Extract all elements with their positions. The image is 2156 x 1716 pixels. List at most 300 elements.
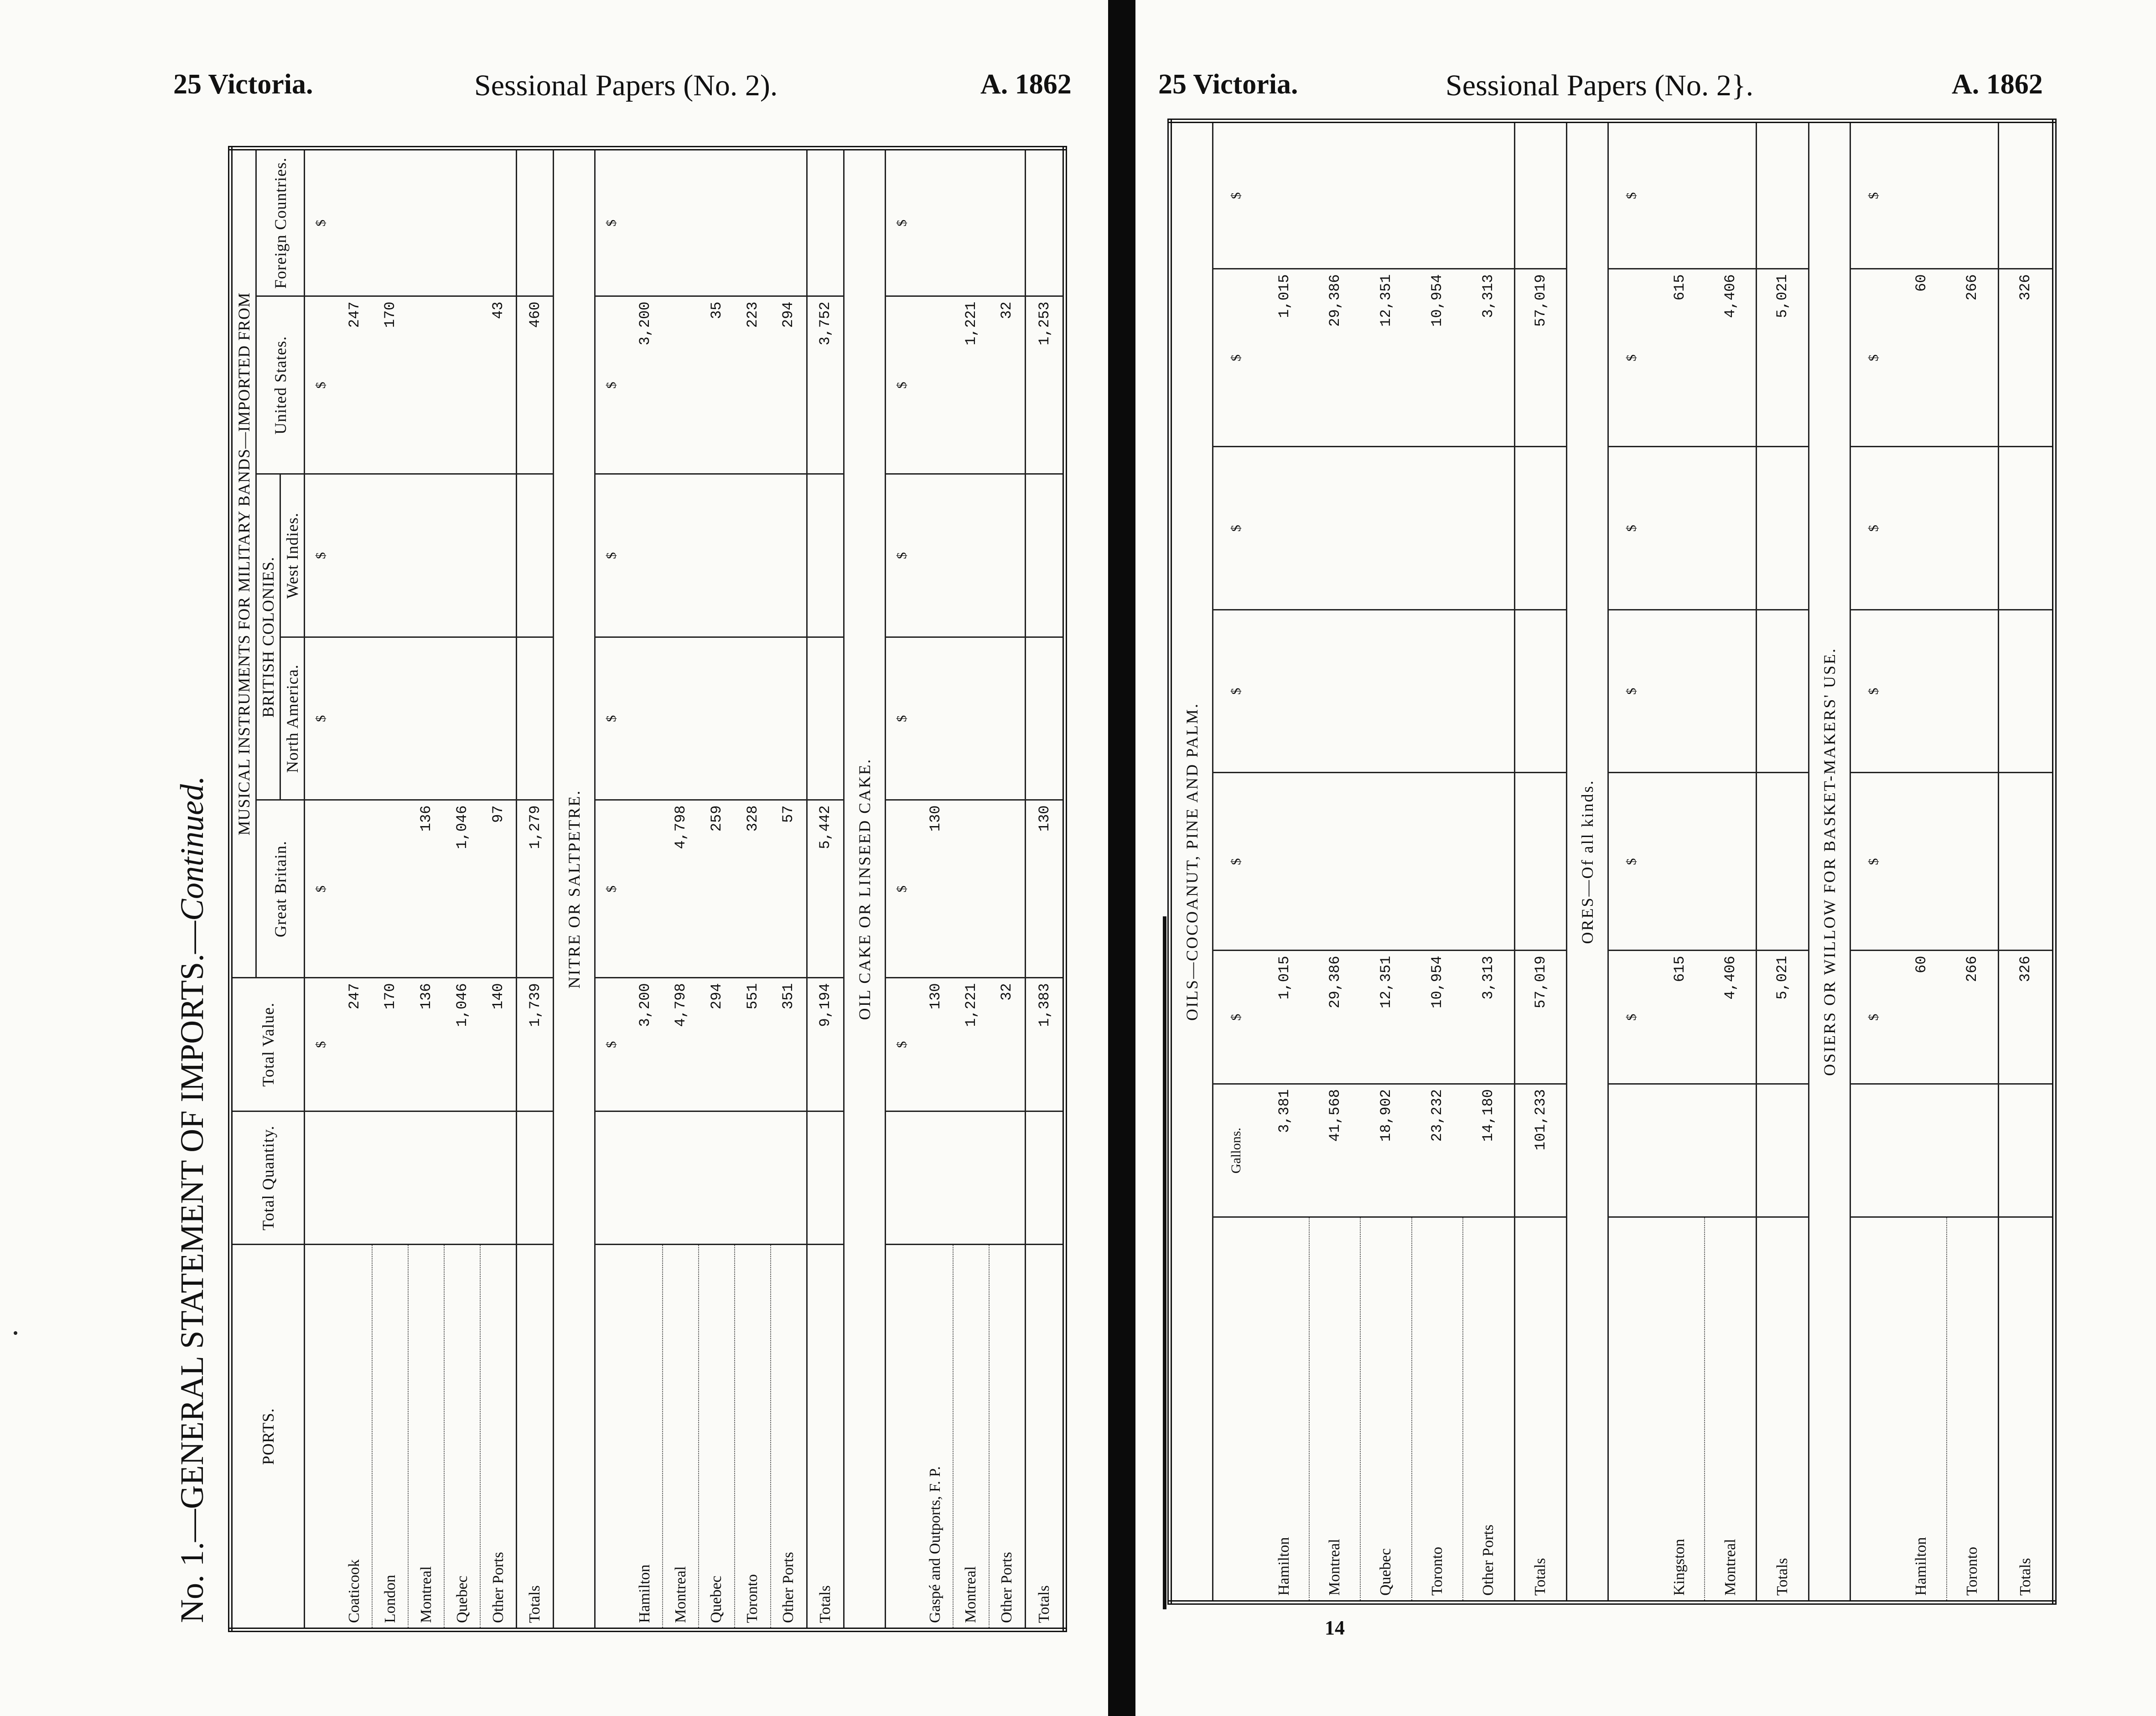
west-indies-cell: [735, 474, 771, 637]
total-value-cell: 266: [1947, 951, 1998, 1084]
totals-row: [517, 148, 554, 1630]
total-quantity-cell: [1947, 1084, 1998, 1218]
total-quantity-cell: [735, 1111, 771, 1245]
north-america-cell: [1412, 610, 1463, 773]
title-main: No. 1.—GENERAL STATEMENT OF IMPORTS.—: [174, 921, 210, 1623]
totals-great-britain: 130: [1026, 800, 1065, 978]
section-heading-row: [553, 148, 595, 1630]
totals-foreign: [1998, 121, 2054, 269]
unit-row: [885, 148, 918, 1630]
col-foreign: Foreign Countries.: [256, 148, 305, 296]
foreign-cell: [372, 148, 408, 296]
totals-north-america: [807, 637, 844, 801]
book-gutter: [1108, 0, 1135, 1716]
section-heading-row: [1809, 121, 1850, 1602]
united-states-cell: 1,221: [953, 296, 989, 474]
unit-cell: [885, 1111, 918, 1245]
north-america-cell: [1360, 610, 1411, 773]
total-quantity-cell: [771, 1111, 807, 1245]
great-britain-cell: 259: [699, 800, 735, 978]
total-value-cell: 3,200: [627, 978, 663, 1111]
totals-west-indies: [1026, 474, 1065, 637]
totals-value: 9,194: [807, 978, 844, 1111]
great-britain-cell: [989, 800, 1026, 978]
united-states-cell: 12,351: [1360, 269, 1411, 447]
total-quantity-cell: 14,180: [1463, 1084, 1514, 1218]
west-indies-cell: [1947, 447, 1998, 610]
port-name: Other Ports: [480, 1245, 517, 1630]
unit-cell: $: [885, 978, 918, 1111]
west-indies-cell: [444, 474, 480, 637]
unit-cell: $: [1608, 121, 1655, 269]
great-britain-cell: [1654, 773, 1705, 951]
total-quantity-cell: [699, 1111, 735, 1245]
total-value-cell: 3,313: [1463, 951, 1514, 1084]
col-north-america: North America.: [280, 637, 305, 801]
north-america-cell: [444, 637, 480, 801]
left-header-year: A. 1862: [980, 69, 1072, 100]
left-header-session: 25 Victoria.: [173, 69, 313, 100]
unit-cell: $: [305, 637, 337, 801]
total-value-cell: 247: [337, 978, 372, 1111]
right-statement-table: [1167, 119, 2057, 1605]
total-value-cell: 10,954: [1412, 951, 1463, 1084]
totals-row: [1514, 121, 1567, 1602]
north-america-cell: [372, 637, 408, 801]
great-britain-cell: 97: [480, 800, 517, 978]
table-row: [1947, 121, 1998, 1602]
foreign-cell: [408, 148, 444, 296]
port-name: Quebec: [444, 1245, 480, 1630]
totals-quantity: [1998, 1084, 2054, 1218]
unit-cell: $: [885, 637, 918, 801]
port-name: Montreal: [1705, 1217, 1756, 1602]
totals-quantity: [807, 1111, 844, 1245]
unit-cell: $: [1213, 447, 1259, 610]
col-british-colonies: BRITISH COLONIES.: [256, 474, 280, 800]
unit-cell: [1213, 1217, 1259, 1602]
west-indies-cell: [480, 474, 517, 637]
unit-row: [1213, 121, 1259, 1602]
totals-united-states: 57,019: [1514, 269, 1567, 447]
north-america-cell: [1309, 610, 1360, 773]
west-indies-cell: [918, 474, 953, 637]
united-states-cell: 3,200: [627, 296, 663, 474]
port-name: Quebec: [699, 1245, 735, 1630]
col-united-states: United States.: [256, 296, 305, 474]
totals-west-indies: [517, 474, 554, 637]
totals-north-america: [1998, 610, 2054, 773]
united-states-cell: 4,406: [1705, 269, 1756, 447]
foreign-cell: [627, 148, 663, 296]
col-total-value: Total Value.: [230, 978, 305, 1111]
great-britain-cell: [372, 800, 408, 978]
unit-cell: [1608, 1217, 1655, 1602]
unit-cell: [1850, 1217, 1897, 1602]
foreign-cell: [1897, 121, 1947, 269]
united-states-cell: 32: [989, 296, 1026, 474]
totals-great-britain: [1998, 773, 2054, 951]
foreign-cell: [1463, 121, 1514, 269]
right-header-year: A. 1862: [1952, 69, 2043, 100]
totals-label: Totals: [1757, 1217, 1809, 1602]
west-indies-cell: [771, 474, 807, 637]
table-row: [1412, 121, 1463, 1602]
west-indies-cell: [1412, 447, 1463, 610]
totals-value: 1,739: [517, 978, 554, 1111]
totals-foreign: [1026, 148, 1065, 296]
col-total-quantity: Total Quantity.: [230, 1111, 305, 1245]
total-value-cell: 551: [735, 978, 771, 1111]
port-name: Toronto: [735, 1245, 771, 1630]
unit-row: [1608, 121, 1655, 1602]
unit-cell: Gallons.: [1213, 1084, 1259, 1218]
united-states-cell: 294: [771, 296, 807, 474]
west-indies-cell: [663, 474, 699, 637]
foreign-cell: [1259, 121, 1309, 269]
north-america-cell: [663, 637, 699, 801]
totals-west-indies: [1998, 447, 2054, 610]
right-header-papers: Sessional Papers (No. 2}.: [1446, 69, 1754, 102]
total-quantity-cell: [1897, 1084, 1947, 1218]
table-row: [1259, 121, 1309, 1602]
table-edge-line: [1163, 916, 1166, 1609]
unit-cell: $: [1850, 447, 1897, 610]
foreign-cell: [699, 148, 735, 296]
foreign-cell: [1360, 121, 1411, 269]
great-britain-cell: [627, 800, 663, 978]
total-quantity-cell: [663, 1111, 699, 1245]
totals-value: 57,019: [1514, 951, 1567, 1084]
table-row: [480, 148, 517, 1630]
foreign-cell: [771, 148, 807, 296]
col-west-indies: West Indies.: [280, 474, 305, 637]
west-indies-cell: [372, 474, 408, 637]
unit-cell: $: [305, 800, 337, 978]
table-row: [1463, 121, 1514, 1602]
total-quantity-cell: [480, 1111, 517, 1245]
united-states-cell: 223: [735, 296, 771, 474]
total-value-cell: 4,798: [663, 978, 699, 1111]
north-america-cell: [953, 637, 989, 801]
north-america-cell: [735, 637, 771, 801]
total-value-cell: 130: [918, 978, 953, 1111]
total-value-cell: 170: [372, 978, 408, 1111]
unit-cell: $: [1608, 773, 1655, 951]
unit-row: [595, 148, 627, 1630]
unit-cell: [1608, 1084, 1655, 1218]
unit-cell: $: [1850, 121, 1897, 269]
unit-cell: $: [1850, 610, 1897, 773]
unit-cell: $: [1608, 610, 1655, 773]
total-value-cell: 60: [1897, 951, 1947, 1084]
left-statement-table: [228, 146, 1067, 1632]
port-name: Other Ports: [771, 1245, 807, 1630]
port-name: Other Ports: [1463, 1217, 1514, 1602]
west-indies-cell: [408, 474, 444, 637]
totals-label: Totals: [517, 1245, 554, 1630]
total-quantity-cell: 41,568: [1309, 1084, 1360, 1218]
great-britain-cell: [1309, 773, 1360, 951]
unit-cell: $: [1213, 773, 1259, 951]
table-row: [1309, 121, 1360, 1602]
port-name: Quebec: [1360, 1217, 1411, 1602]
section-heading-row: [844, 148, 885, 1630]
north-america-cell: [771, 637, 807, 801]
united-states-cell: [918, 296, 953, 474]
foreign-cell: [953, 148, 989, 296]
totals-label: Totals: [1514, 1217, 1567, 1602]
col-ports: PORTS.: [230, 1245, 305, 1630]
table-row: [1654, 121, 1705, 1602]
totals-value: 326: [1998, 951, 2054, 1084]
north-america-cell: [1947, 610, 1998, 773]
total-quantity-cell: [1654, 1084, 1705, 1218]
total-quantity-cell: [627, 1111, 663, 1245]
west-indies-cell: [953, 474, 989, 637]
table-row: [444, 148, 480, 1630]
total-value-cell: 294: [699, 978, 735, 1111]
great-britain-cell: 136: [408, 800, 444, 978]
unit-cell: $: [305, 474, 337, 637]
total-quantity-cell: [337, 1111, 372, 1245]
totals-quantity: [1757, 1084, 1809, 1218]
totals-north-america: [1026, 637, 1065, 801]
port-name: Coaticook: [337, 1245, 372, 1630]
table-row: [771, 148, 807, 1630]
united-states-cell: [408, 296, 444, 474]
unit-cell: $: [595, 637, 627, 801]
unit-cell: $: [1608, 269, 1655, 447]
totals-great-britain: [1757, 773, 1809, 951]
table-row: [699, 148, 735, 1630]
united-states-cell: 1,015: [1259, 269, 1309, 447]
unit-cell: $: [1608, 447, 1655, 610]
totals-great-britain: [1514, 773, 1567, 951]
totals-united-states: 5,021: [1757, 269, 1809, 447]
great-britain-cell: [953, 800, 989, 978]
page-number: 14: [1325, 1617, 1345, 1639]
totals-united-states: 3,752: [807, 296, 844, 474]
unit-cell: $: [595, 978, 627, 1111]
imports-table-left: [228, 146, 1067, 1632]
port-name: Other Ports: [989, 1245, 1026, 1630]
table-row: [953, 148, 989, 1630]
great-britain-cell: [337, 800, 372, 978]
port-name: Toronto: [1412, 1217, 1463, 1602]
table-row: [989, 148, 1026, 1630]
total-value-cell: 136: [408, 978, 444, 1111]
total-quantity-cell: 3,381: [1259, 1084, 1309, 1218]
totals-row: [1998, 121, 2054, 1602]
foreign-cell: [1947, 121, 1998, 269]
col-imported-from: MUSICAL INSTRUMENTS FOR MILITARY BANDS—IMPORTED FROM: [230, 148, 256, 978]
west-indies-cell: [337, 474, 372, 637]
section-heading: NITRE OR SALTPETRE.: [553, 148, 595, 1630]
foreign-cell: [1412, 121, 1463, 269]
totals-quantity: 101,233: [1514, 1084, 1567, 1218]
unit-cell: $: [885, 800, 918, 978]
unit-cell: $: [1608, 951, 1655, 1084]
port-name: Toronto: [1947, 1217, 1998, 1602]
table-row: [1360, 121, 1411, 1602]
unit-cell: [595, 1111, 627, 1245]
foreign-cell: [1705, 121, 1756, 269]
united-states-cell: 247: [337, 296, 372, 474]
col-great-britain: Great Britain.: [256, 800, 305, 978]
west-indies-cell: [1705, 447, 1756, 610]
foreign-cell: [337, 148, 372, 296]
great-britain-cell: [1463, 773, 1514, 951]
west-indies-cell: [1654, 447, 1705, 610]
unit-cell: $: [1213, 121, 1259, 269]
north-america-cell: [1463, 610, 1514, 773]
united-states-cell: 35: [699, 296, 735, 474]
total-value-cell: 1,046: [444, 978, 480, 1111]
north-america-cell: [699, 637, 735, 801]
section-heading: OSIERS OR WILLOW FOR BASKET-MAKERS' USE.: [1809, 121, 1850, 1602]
north-america-cell: [989, 637, 1026, 801]
unit-cell: $: [1850, 951, 1897, 1084]
totals-quantity: [1026, 1111, 1065, 1245]
great-britain-cell: [1360, 773, 1411, 951]
section-heading-row: [1567, 121, 1608, 1602]
table-row: [627, 148, 663, 1630]
total-value-cell: 1,221: [953, 978, 989, 1111]
north-america-cell: [1897, 610, 1947, 773]
table-row: [1897, 121, 1947, 1602]
united-states-cell: 43: [480, 296, 517, 474]
totals-united-states: 460: [517, 296, 554, 474]
totals-quantity: [517, 1111, 554, 1245]
port-name: Montreal: [953, 1245, 989, 1630]
great-britain-cell: [1259, 773, 1309, 951]
port-name: Kingston: [1654, 1217, 1705, 1602]
great-britain-cell: [1705, 773, 1756, 951]
west-indies-cell: [627, 474, 663, 637]
right-header-session: 25 Victoria.: [1158, 69, 1298, 100]
united-states-cell: 3,313: [1463, 269, 1514, 447]
table-row: [735, 148, 771, 1630]
unit-row: [1850, 121, 1897, 1602]
west-indies-cell: [1897, 447, 1947, 610]
paper-speck: [14, 1331, 17, 1335]
totals-value: 1,383: [1026, 978, 1065, 1111]
section-heading: OILS—COCOANUT, PINE AND PALM.: [1170, 121, 1213, 1602]
total-value-cell: 615: [1654, 951, 1705, 1084]
unit-cell: $: [595, 148, 627, 296]
west-indies-cell: [699, 474, 735, 637]
section-heading: OIL CAKE OR LINSEED CAKE.: [844, 148, 885, 1630]
totals-west-indies: [1757, 447, 1809, 610]
totals-row: [1026, 148, 1065, 1630]
great-britain-cell: 4,798: [663, 800, 699, 978]
unit-cell: $: [305, 148, 337, 296]
total-quantity-cell: [918, 1111, 953, 1245]
total-quantity-cell: 23,232: [1412, 1084, 1463, 1218]
north-america-cell: [627, 637, 663, 801]
total-quantity-cell: 18,902: [1360, 1084, 1411, 1218]
table-row: [663, 148, 699, 1630]
total-value-cell: 4,406: [1705, 951, 1756, 1084]
north-america-cell: [408, 637, 444, 801]
unit-cell: $: [1850, 773, 1897, 951]
unit-cell: [885, 1245, 918, 1630]
totals-label: Totals: [807, 1245, 844, 1630]
totals-north-america: [1514, 610, 1567, 773]
foreign-cell: [480, 148, 517, 296]
table-row: [1705, 121, 1756, 1602]
total-value-cell: 351: [771, 978, 807, 1111]
port-name: London: [372, 1245, 408, 1630]
port-name: Montreal: [663, 1245, 699, 1630]
north-america-cell: [1654, 610, 1705, 773]
total-quantity-cell: [1705, 1084, 1756, 1218]
great-britain-cell: [1897, 773, 1947, 951]
totals-united-states: 326: [1998, 269, 2054, 447]
west-indies-cell: [1463, 447, 1514, 610]
totals-foreign: [1757, 121, 1809, 269]
foreign-cell: [918, 148, 953, 296]
united-states-cell: 615: [1654, 269, 1705, 447]
title-continued: Continued.: [174, 776, 210, 921]
great-britain-cell: 130: [918, 800, 953, 978]
unit-cell: $: [595, 474, 627, 637]
totals-west-indies: [1514, 447, 1567, 610]
unit-cell: [595, 1245, 627, 1630]
foreign-cell: [735, 148, 771, 296]
imports-table-right: [1167, 119, 2057, 1605]
totals-row: [1757, 121, 1809, 1602]
foreign-cell: [989, 148, 1026, 296]
section-heading-row: [1170, 121, 1213, 1602]
table-row: [918, 148, 953, 1630]
port-name: Montreal: [1309, 1217, 1360, 1602]
foreign-cell: [1309, 121, 1360, 269]
west-indies-cell: [989, 474, 1026, 637]
table-row: [408, 148, 444, 1630]
totals-west-indies: [807, 474, 844, 637]
west-indies-cell: [1360, 447, 1411, 610]
unit-cell: $: [595, 800, 627, 978]
united-states-cell: 60: [1897, 269, 1947, 447]
great-britain-cell: 1,046: [444, 800, 480, 978]
unit-cell: $: [1213, 951, 1259, 1084]
unit-cell: [305, 1245, 337, 1630]
north-america-cell: [1705, 610, 1756, 773]
table-row: [337, 148, 372, 1630]
unit-cell: $: [305, 296, 337, 474]
foreign-cell: [444, 148, 480, 296]
unit-cell: [305, 1111, 337, 1245]
united-states-cell: [444, 296, 480, 474]
table-row: [372, 148, 408, 1630]
totals-label: Totals: [1026, 1245, 1065, 1630]
united-states-cell: 29,386: [1309, 269, 1360, 447]
port-name: Hamilton: [1897, 1217, 1947, 1602]
port-name: Montreal: [408, 1245, 444, 1630]
total-value-cell: 29,386: [1309, 951, 1360, 1084]
great-britain-cell: 57: [771, 800, 807, 978]
great-britain-cell: [1412, 773, 1463, 951]
left-header-papers: Sessional Papers (No. 2).: [474, 69, 778, 102]
unit-row: [305, 148, 337, 1630]
totals-north-america: [1757, 610, 1809, 773]
unit-cell: $: [1850, 269, 1897, 447]
port-name: Hamilton: [1259, 1217, 1309, 1602]
united-states-cell: 10,954: [1412, 269, 1463, 447]
north-america-cell: [1259, 610, 1309, 773]
